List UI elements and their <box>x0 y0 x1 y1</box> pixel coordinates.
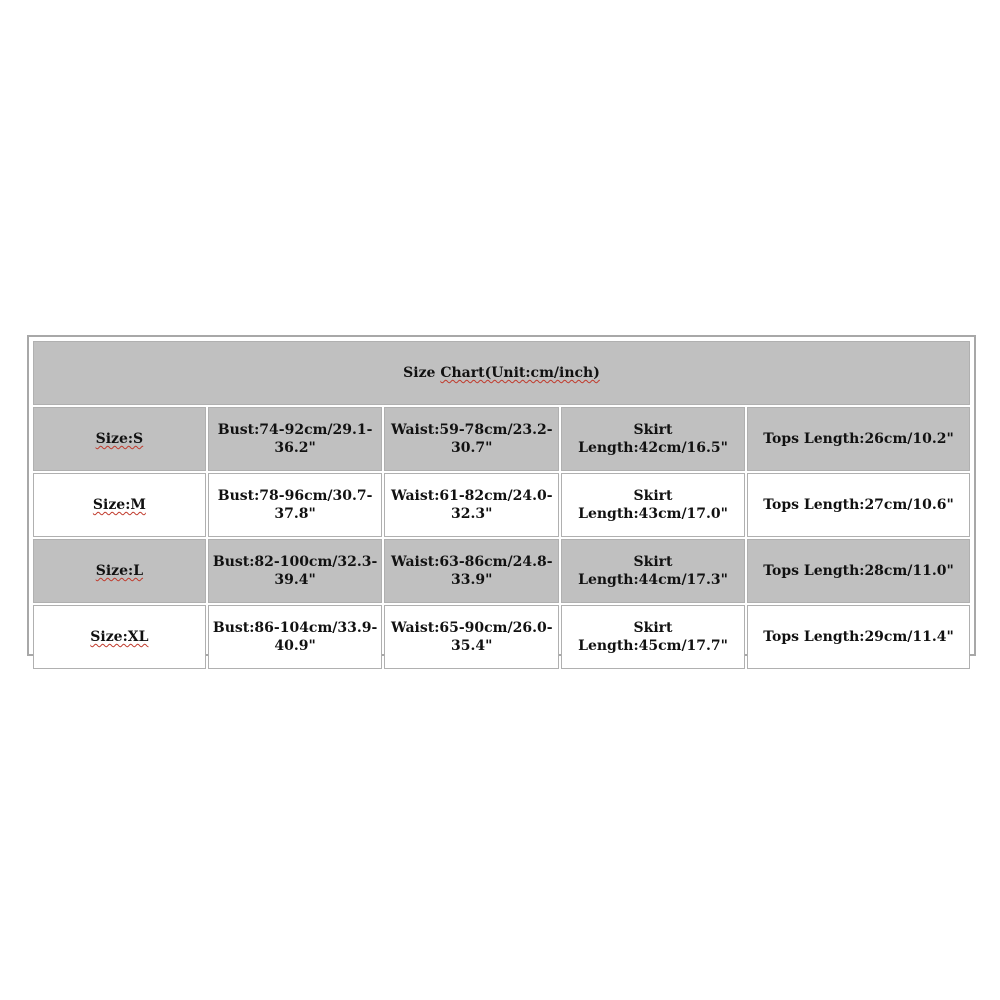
size-label: Size:S <box>95 431 144 447</box>
size-cell <box>33 473 206 537</box>
tops-length-cell: Tops Length:28cm/11.0" <box>747 539 970 603</box>
size-chart-title <box>33 341 970 405</box>
skirt-length-cell: Skirt Length:45cm/17.7" <box>561 605 745 669</box>
bust-cell: Bust:82-100cm/32.3-39.4" <box>208 539 383 603</box>
table-row <box>33 473 970 537</box>
size-label: Size:M <box>92 497 146 513</box>
size-cell <box>33 605 206 669</box>
tops-length-cell: Tops Length:26cm/10.2" <box>747 407 970 471</box>
title-row <box>33 341 970 405</box>
size-label: Size:XL <box>90 629 149 645</box>
size-chart-table <box>31 339 972 671</box>
size-chart <box>27 335 976 656</box>
table-row <box>33 605 970 669</box>
bust-cell: Bust:78-96cm/30.7-37.8" <box>208 473 383 537</box>
waist-cell: Waist:63-86cm/24.8-33.9" <box>384 539 559 603</box>
title-unit: Chart(Unit:cm/inch) <box>440 365 600 381</box>
bust-cell: Bust:86-104cm/33.9-40.9" <box>208 605 383 669</box>
bust-cell: Bust:74-92cm/29.1-36.2" <box>208 407 383 471</box>
size-cell <box>33 407 206 471</box>
size-label: Size:L <box>95 563 144 579</box>
tops-length-cell: Tops Length:27cm/10.6" <box>747 473 970 537</box>
waist-cell: Waist:65-90cm/26.0-35.4" <box>384 605 559 669</box>
title-prefix: Size <box>403 365 441 381</box>
skirt-length-cell: Skirt Length:42cm/16.5" <box>561 407 745 471</box>
size-cell <box>33 539 206 603</box>
skirt-length-cell: Skirt Length:43cm/17.0" <box>561 473 745 537</box>
skirt-length-cell: Skirt Length:44cm/17.3" <box>561 539 745 603</box>
waist-cell: Waist:59-78cm/23.2-30.7" <box>384 407 559 471</box>
waist-cell: Waist:61-82cm/24.0-32.3" <box>384 473 559 537</box>
table-row <box>33 539 970 603</box>
table-row <box>33 407 970 471</box>
tops-length-cell: Tops Length:29cm/11.4" <box>747 605 970 669</box>
